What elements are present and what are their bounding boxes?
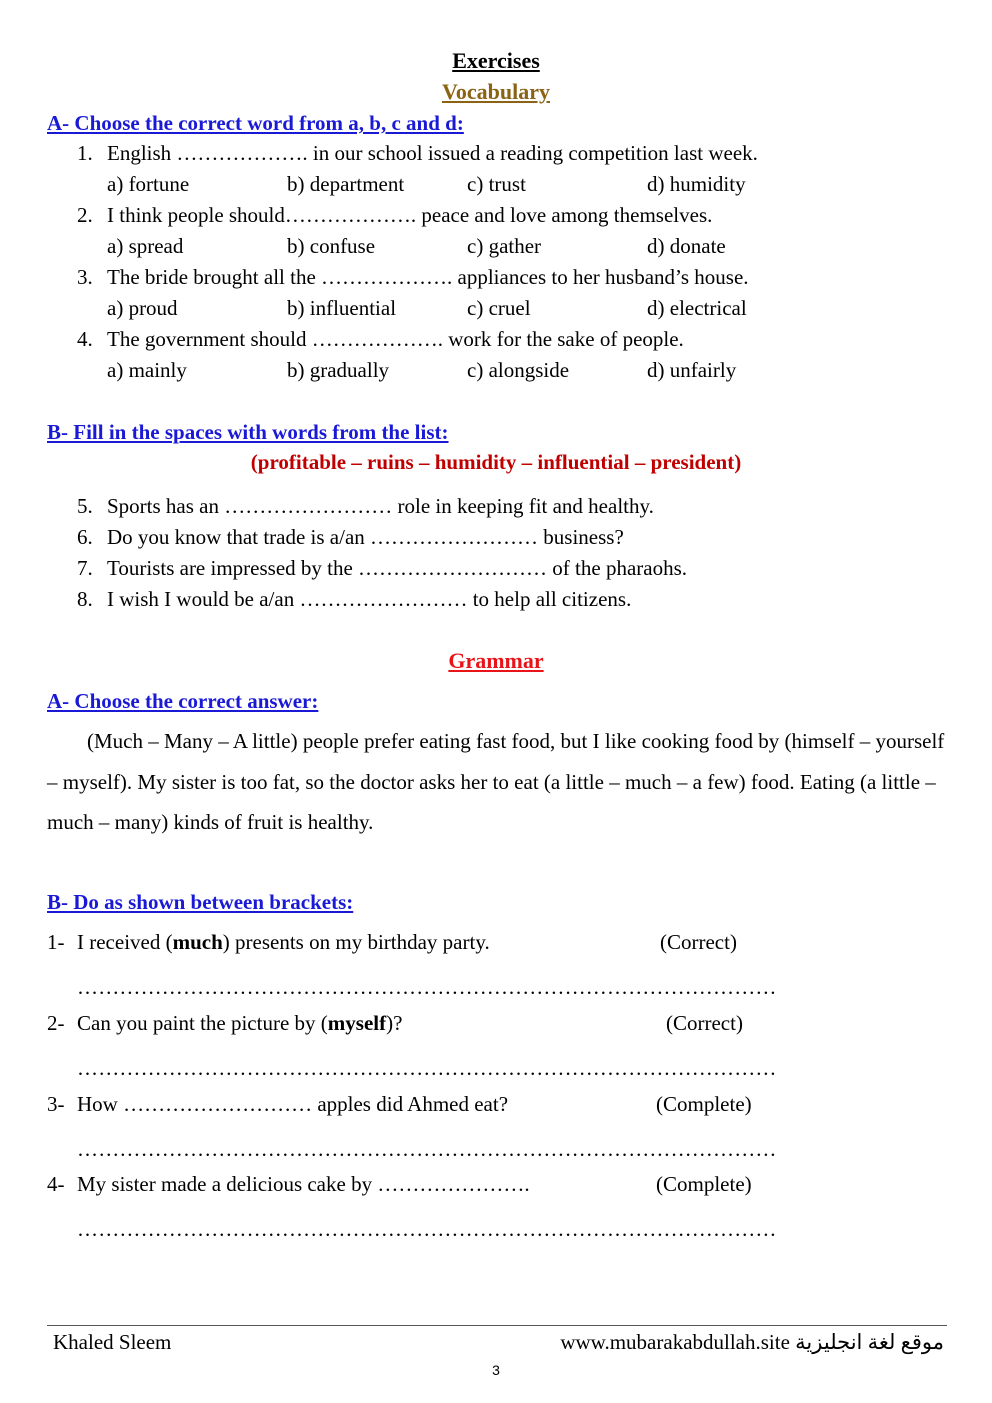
item-text: My sister made a delicious cake by ………………….	[77, 1172, 530, 1196]
option-a: a) spread	[107, 234, 184, 258]
item-number: 3-	[47, 1092, 65, 1116]
option-c: c) gather	[467, 234, 542, 258]
item-text: Can you paint the picture by (	[77, 1011, 328, 1035]
grammar-b-item-1	[47, 930, 490, 955]
item-number: 4-	[47, 1172, 65, 1196]
options-2	[107, 234, 726, 259]
footer-author: Khaled Sleem	[53, 1330, 172, 1354]
item-text-end: ) presents on my birthday party.	[222, 930, 490, 954]
question-2	[77, 203, 712, 228]
grammar-b-item-3	[47, 1092, 508, 1117]
option-a: a) mainly	[107, 358, 187, 382]
item-text: How ……………………… apples did Ahmed eat?	[77, 1092, 509, 1116]
option-b: b) department	[287, 172, 405, 196]
option-b: b) confuse	[287, 234, 376, 258]
question-number: 7.	[77, 556, 93, 580]
question-number: 4.	[77, 327, 93, 351]
page-number: 3	[492, 1362, 500, 1378]
question-5	[77, 494, 654, 519]
item-instruction: (Complete)	[656, 1092, 752, 1116]
option-b: b) influential	[287, 296, 397, 320]
word-list: (profitable – ruins – humidity – influential – president)	[250, 450, 742, 474]
page-title: Exercises	[452, 48, 540, 73]
answer-line[interactable]: ………………………………………………………………………………………	[77, 1217, 777, 1241]
question-number: 8.	[77, 587, 93, 611]
option-d: d) unfairly	[647, 358, 737, 382]
vocab-a-heading: A- Choose the correct word from a, b, c and d:	[47, 111, 464, 135]
option-a: a) proud	[107, 296, 178, 320]
options-4	[107, 358, 736, 383]
option-c: c) trust	[467, 172, 526, 196]
question-number: 1.	[77, 141, 93, 165]
vocab-b-heading: B- Fill in the spaces with words from the list:	[47, 420, 449, 444]
item-keyword: myself	[327, 1011, 387, 1035]
item-keyword: much	[172, 930, 223, 954]
item-number: 2-	[47, 1011, 65, 1035]
option-d: d) humidity	[647, 172, 746, 196]
options-1	[107, 172, 746, 197]
item-number: 1-	[47, 930, 65, 954]
question-6	[77, 525, 624, 550]
item-text: I received (	[77, 930, 173, 954]
question-number: 6.	[77, 525, 93, 549]
option-d: d) donate	[647, 234, 726, 258]
item-instruction: (Complete)	[656, 1172, 752, 1196]
question-number: 5.	[77, 494, 93, 518]
footer-divider	[47, 1325, 947, 1326]
question-3	[77, 265, 749, 290]
question-4	[77, 327, 684, 352]
question-text: I think people should………………. peace and love among themselves.	[107, 203, 713, 227]
question-8	[77, 587, 631, 612]
question-text: The government should ………………. work for the sake of people.	[107, 327, 684, 351]
grammar-a-paragraph: (Much – Many – A little) people prefer eating fast food, but I like cooking food by (himself – yourself – myself). My sister is too fat, so the doctor asks her to eat (a little – much – a few) food. Eating (a little – much – many) kinds of fruit is healthy.	[47, 729, 945, 834]
item-instruction: (Correct)	[666, 1011, 743, 1035]
options-3	[107, 296, 747, 321]
question-text: Tourists are impressed by the ……………………… of the pharaohs.	[107, 556, 688, 580]
question-text: Sports has an …………………… role in keeping fit and healthy.	[107, 494, 654, 518]
grammar-b-heading: B- Do as shown between brackets:	[47, 890, 354, 914]
answer-line[interactable]: ………………………………………………………………………………………	[77, 975, 777, 999]
vocabulary-title: Vocabulary	[442, 79, 550, 104]
option-c: c) alongside	[467, 358, 570, 382]
grammar-b-item-4	[47, 1172, 530, 1197]
option-b: b) gradually	[287, 358, 390, 382]
option-d: d) electrical	[647, 296, 747, 320]
answer-line[interactable]: ………………………………………………………………………………………	[77, 1056, 777, 1080]
question-text: I wish I would be a/an …………………… to help all citizens.	[107, 587, 632, 611]
question-text: English ………………. in our school issued a reading competition last week.	[107, 141, 758, 165]
grammar-a-heading: A- Choose the correct answer:	[47, 689, 319, 713]
question-number: 3.	[77, 265, 93, 289]
question-7	[77, 556, 687, 581]
grammar-b-item-2	[47, 1011, 402, 1036]
item-text-end: )?	[386, 1011, 403, 1035]
answer-line[interactable]: ………………………………………………………………………………………	[77, 1137, 777, 1161]
option-c: c) cruel	[467, 296, 531, 320]
question-number: 2.	[77, 203, 93, 227]
item-instruction: (Correct)	[660, 930, 737, 954]
option-a: a) fortune	[107, 172, 190, 196]
question-text: The bride brought all the ………………. appliances to her husband’s house.	[107, 265, 749, 289]
grammar-title: Grammar	[448, 648, 544, 673]
question-text: Do you know that trade is a/an …………………… business?	[107, 525, 624, 549]
footer-site-link[interactable]: www.mubarakabdullah.site موقع لغة انجليزية	[560, 1330, 944, 1354]
question-1	[77, 141, 758, 166]
